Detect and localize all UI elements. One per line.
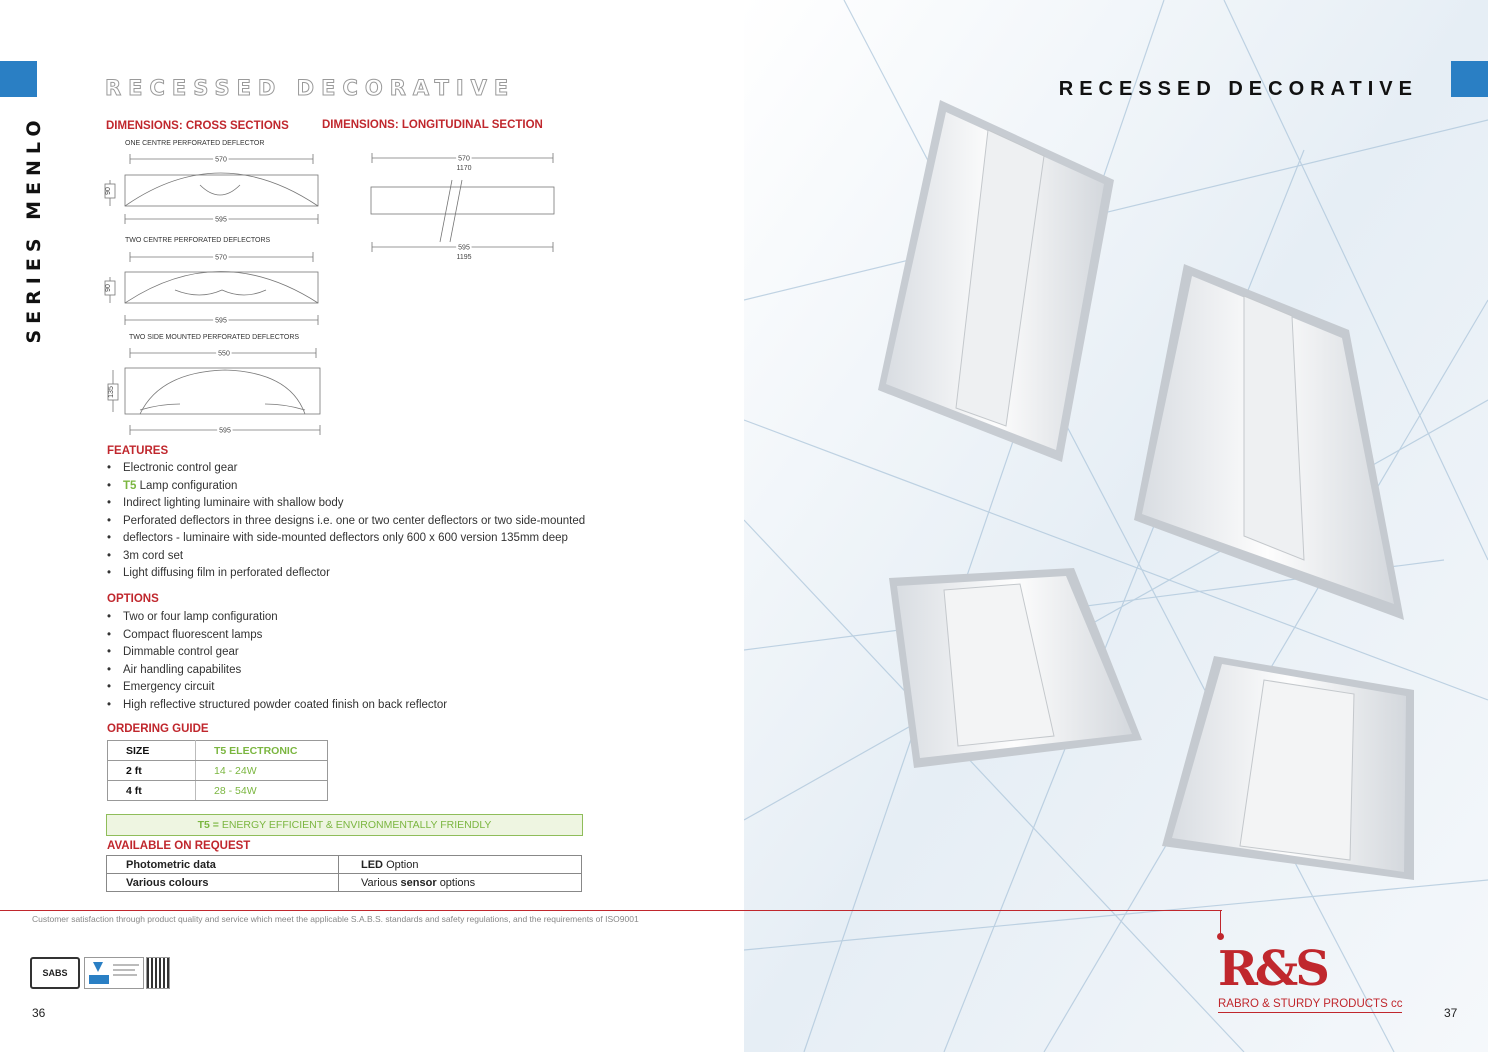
vertical-series-title: SERIES MENLO [23,114,45,344]
feature-item: • Light diffusing film in perforated deflector [107,565,585,583]
available-on-request-heading: AVAILABLE ON REQUEST [107,840,251,852]
diagram1-bottom-dim: 595 [215,216,227,224]
blue-corner-tab-right [1451,61,1488,97]
right-page-number: 37 [1444,1006,1458,1020]
cross-section-two-centre [105,252,318,325]
energy-efficient-banner: T5 = ENERGY EFFICIENT & ENVIRONMENTALLY FRIENDLY [106,814,583,836]
rs-logo: R&S [1218,941,1327,997]
features-heading: FEATURES [107,445,169,457]
option-item: • Emergency circuit [107,679,447,697]
longitudinal-bottom-dim-2: 1195 [456,254,472,261]
outline-title: RECESSED DECORATIVE [105,76,516,100]
option-item: • Dimmable control gear [107,644,447,662]
option-item: • Two or four lamp configuration [107,609,447,627]
dimension-diagrams [0,0,744,450]
table-row: Photometric data LED Option [107,856,582,874]
longitudinal-top-dim-1: 570 [458,155,470,163]
diagram2-top-dim: 570 [215,254,227,262]
option-item: • Air handling capabilites [107,662,447,680]
diagram2-height-dim: 90 [105,284,112,292]
feature-item: • Indirect lighting luminaire with shallow body [107,495,585,513]
diagram1-label: ONE CENTRE PERFORATED DEFLECTOR [125,140,265,147]
t5-label: T5 [123,479,137,492]
feature-item: • T5 Lamp configuration [107,478,585,496]
diagram2-bottom-dim: 595 [215,317,227,325]
left-page-number: 36 [32,1006,46,1020]
feature-item-continuation: • deflectors - luminaire with side-mounted deflectors only 600 x 600 version 135mm deep [107,530,585,548]
diagram1-top-dim: 570 [215,156,227,164]
header-size: SIZE [108,741,196,761]
features-list [107,460,585,583]
cross-section-two-side [108,348,320,435]
feature-item: • 3m cord set [107,548,585,566]
options-list [107,609,447,714]
diagram3-height-dim: 135 [108,386,115,398]
sabs-approved-logo: SABS [30,957,80,989]
footer-connector-dot [1217,933,1224,940]
table-row: 4 ft 28 - 54W [108,781,328,801]
option-item: • Compact fluorescent lamps [107,627,447,645]
feature-item: • Electronic control gear [107,460,585,478]
diagram2-label: TWO CENTRE PERFORATED DEFLECTORS [125,237,271,244]
cross-sections-heading: DIMENSIONS: CROSS SECTIONS [106,120,289,132]
ordering-guide-heading: ORDERING GUIDE [107,723,209,735]
available-on-request-table [106,855,582,892]
table-row: Various colours Various sensor options [107,874,582,892]
longitudinal-bottom-dim-1: 595 [458,244,470,252]
diagram1-height-dim: 90 [105,187,112,195]
tuv-certification-logo [84,957,144,989]
company-brand [1218,941,1403,1013]
footer-quality-statement: Customer satisfaction through product quality and service which meet the applicable S.A.B.S. standards and safety regulations, and the requirements of ISO9001 [32,914,639,924]
longitudinal-top-dim-2: 1170 [456,165,472,172]
options-heading: OPTIONS [107,593,159,605]
ordering-guide-table [107,740,328,801]
diagram3-bottom-dim: 595 [219,427,231,435]
right-page-title: RECESSED DECORATIVE [1058,78,1418,100]
company-name: RABRO & STURDY PRODUCTS cc [1218,998,1402,1013]
feature-item: • Perforated deflectors in three designs i.e. one or two center deflectors or two side-mounted [107,513,585,531]
diagram3-label: TWO SIDE MOUNTED PERFORATED DEFLECTORS [129,334,300,341]
cross-section-one-centre [105,154,318,224]
product-photo-background [744,0,1488,1052]
option-item: • High reflective structured powder coated finish on back reflector [107,697,447,715]
footer-divider [0,910,1222,911]
longitudinal-section-heading: DIMENSIONS: LONGITUDINAL SECTION [322,119,543,131]
table-header-row [108,741,328,761]
right-page [744,0,1488,1052]
qr-code-icon [146,957,170,989]
header-t5-electronic: T5 ELECTRONIC [196,741,328,761]
table-row: 2 ft 14 - 24W [108,761,328,781]
diagram3-top-dim: 550 [218,350,230,358]
